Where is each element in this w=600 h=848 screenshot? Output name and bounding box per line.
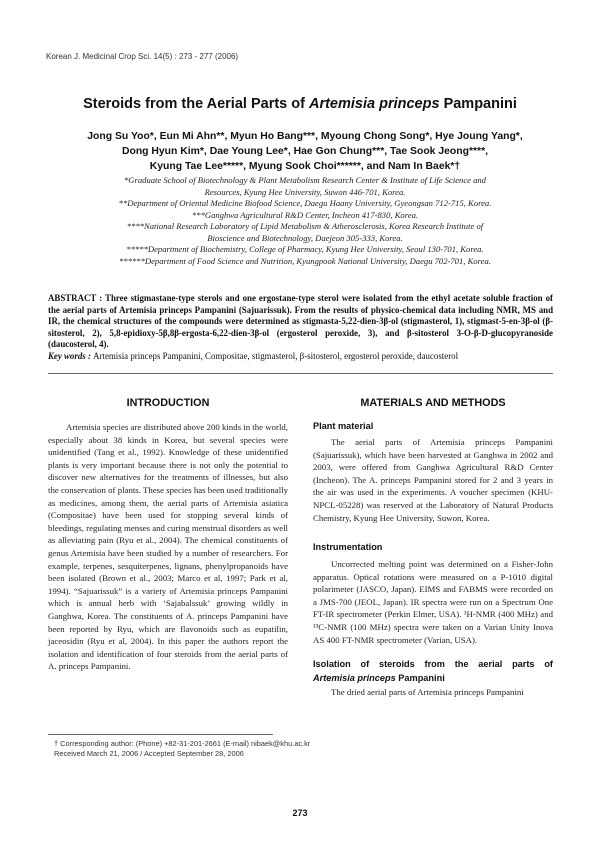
affiliation-line: **Department of Oriental Medicine Biofood Science, Daegu Haany University, Gyeongsan 712-715, Korea. bbox=[118, 198, 492, 208]
paper-title bbox=[0, 96, 600, 112]
author-line: Kyung Tae Lee*****, Myung Sook Choi******, and Nam In Baek*† bbox=[149, 161, 461, 172]
author-line: Dong Hyun Kim*, Dae Young Lee*, Hae Gon Chung***, Tae Sook Jeong****, bbox=[121, 146, 489, 157]
introduction-body bbox=[48, 421, 288, 673]
keywords bbox=[48, 351, 553, 363]
title-suffix: Pampanini bbox=[439, 96, 517, 112]
received-dates-note: Received March 21, 2006 / Accepted September 28, 2006 bbox=[54, 749, 244, 758]
isolation-heading-species: Artemisia princeps bbox=[313, 673, 396, 683]
introduction-paragraph: Artemisia species are distributed above 200 kinds in the world, especially about 38 kinds in Korea, but several species were unidentified (Tang et al., 1992). Knowledge of these unidentified plants is very important because there is not only the potential to discover new alternatives for the treatments of illnesses, but also the conservation of plants. These species has been used traditionally as medicines, among them, the aerial parts of Artemisia asiatica (Compositae) have been used for stopping several kinds of bleedings, regulating menses and curing menstrual disorders as well as alleviating pain (Ryu et al., 2004). The chemical constituents of genus Artemisia have been studied by a number of researchers. For example, terpenes, sesquiterpenes, lignans, phenylpropanoids have been isolated (Brown et al., 2003; Marco et al, 1997; Park et al, 1994). “Sajuarissuk” is a variety of Artemisia princeps Pampanini which is annual herb with ‘Sajabalssuk’ growing wildly in Ganghwa, Korea. The constituents of A. princeps Pampanini have been reported by Ryu, which are flavonoids such as eupatilin, jaceosidin (Ryu et al, 2004). In this paper the authors report the isolation and identification of four steroids from the aerial parts of A. princeps Pampanini. bbox=[48, 422, 288, 672]
isolation-body bbox=[313, 686, 553, 699]
isolation-heading-suffix: Pampanini bbox=[395, 673, 445, 683]
affiliation-line: ******Department of Food Science and Nutrition, Kyungpook National University, Daegu 702-701, Korea. bbox=[119, 255, 491, 266]
instrumentation-heading: Instrumentation bbox=[313, 542, 383, 552]
section-divider bbox=[48, 373, 553, 374]
affiliation-line: *Graduate School of Biotechnology & Plant Metabolism Research Center & Institute of Life Science and bbox=[124, 175, 486, 185]
plant-material-paragraph: The aerial parts of Artemisia princeps Pampanini (Sajuarissuk), which have been harvested at Ganghwa in 2002 and 2003, were offered from Ganghwa Agricultural R&D Center (Incheon). The A. princeps Pampanini stored for 2 and 3 years in the air was used in the experiments. A voucher specimen (KHU-NPCL-05228) was reserved at the Laboratory of Natural Products Chemistry, Kyung Hee University, Suwon, Korea. bbox=[313, 437, 553, 523]
abstract bbox=[48, 293, 553, 351]
journal-citation: Korean J. Medicinal Crop Sci. 14(5) : 273 - 277 (2006) bbox=[46, 52, 239, 61]
corresponding-author-note: † Corresponding author: (Phone) +82-31-201-2661 (E-mail) nibaek@khu.ac.kr bbox=[54, 739, 311, 748]
isolation-paragraph: The dried aerial parts of Artemisia princeps Pampanini bbox=[331, 687, 524, 697]
title-species: Artemisia princeps bbox=[308, 96, 440, 112]
abstract-text: Three stigmastane-type sterols and one ergostane-type sterol were isolated from the ethyl acetate soluble fraction of the aerial parts of Artemisia princeps Pampanini (Sajuarissuk). From the results of physico-chemical data including NMR, MS and IR, the chemical structures of the compounds were determined as stigmasta-5,22-dien-3β-ol (stigmasterol, 1), stigmast-5-en-3β-ol (β-sitosterol, 2), 5,8-epidioxy-5β,8β-ergosta-6,22-dien-3β-ol (ergosterol peroxide, 3), and β-sitosterol 3-O-β-D-glucopyranoside (daucosterol, 4). bbox=[48, 293, 554, 350]
footnote-divider bbox=[48, 734, 273, 735]
page-number: 273 bbox=[292, 808, 308, 818]
plant-material-heading: Plant material bbox=[313, 421, 374, 431]
affiliation-line: Bioscience and Biotechnology, Daejeon 305-333, Korea. bbox=[207, 232, 403, 243]
isolation-heading-line1: Isolation of steroids from the aerial parts of bbox=[313, 659, 553, 669]
affiliation-line: ***Ganghwa Agricultural R&D Center, Incheon 417-830, Korea. bbox=[191, 209, 419, 220]
affiliation-line: ****National Research Laboratory of Lipid Metabolism & Atherosclerosis, Korea Research Institute of bbox=[126, 221, 484, 231]
footnotes bbox=[54, 739, 310, 759]
abstract-label: ABSTRACT : bbox=[48, 293, 106, 303]
instrumentation-body bbox=[313, 558, 553, 646]
author-line: Jong Su Yoo*, Eun Mi Ahn**, Myun Ho Bang***, Myoung Chong Song*, Hye Joung Yang*, bbox=[87, 131, 523, 142]
isolation-heading-line2 bbox=[313, 672, 445, 685]
keywords-label: Key words : bbox=[48, 351, 94, 361]
methods-heading: MATERIALS AND METHODS bbox=[360, 397, 506, 409]
author-list bbox=[60, 129, 550, 174]
plant-material-body bbox=[313, 436, 553, 524]
affiliation-line: Resources, Kyung Hee University, Suwon 446-701, Korea. bbox=[204, 186, 406, 197]
keywords-text: Artemisia princeps Pampanini, Compositae, stigmasterol, β-sitosterol, ergosterol peroxide, daucosterol bbox=[93, 351, 459, 361]
title-prefix: Steroids from the Aerial Parts of bbox=[83, 96, 309, 112]
introduction-heading: INTRODUCTION bbox=[126, 397, 210, 409]
affiliations bbox=[72, 175, 538, 267]
instrumentation-paragraph: Uncorrected melting point was determined on a Fisher-John apparatus. Optical rotations were measured on a P-1010 digital polarimeter (JASCO, Japan). EIMS and FABMS were recorded on a JMS-700 (JEOL, Japan). IR spectra were run on a Spectrum One FT-IR spectrometer (Perkin Elmer, USA). ¹H-NMR (400 MHz) and ¹³C-NMR (100 MHz) spectra were taken on a Varian Unity Inova AS 400 FT-NMR spectrometer (Varian, USA). bbox=[313, 559, 553, 645]
affiliation-line: *****Department of Biochemistry, College of Pharmacy, Kyung Hee University, Seoul 130-701, Korea. bbox=[126, 244, 484, 254]
